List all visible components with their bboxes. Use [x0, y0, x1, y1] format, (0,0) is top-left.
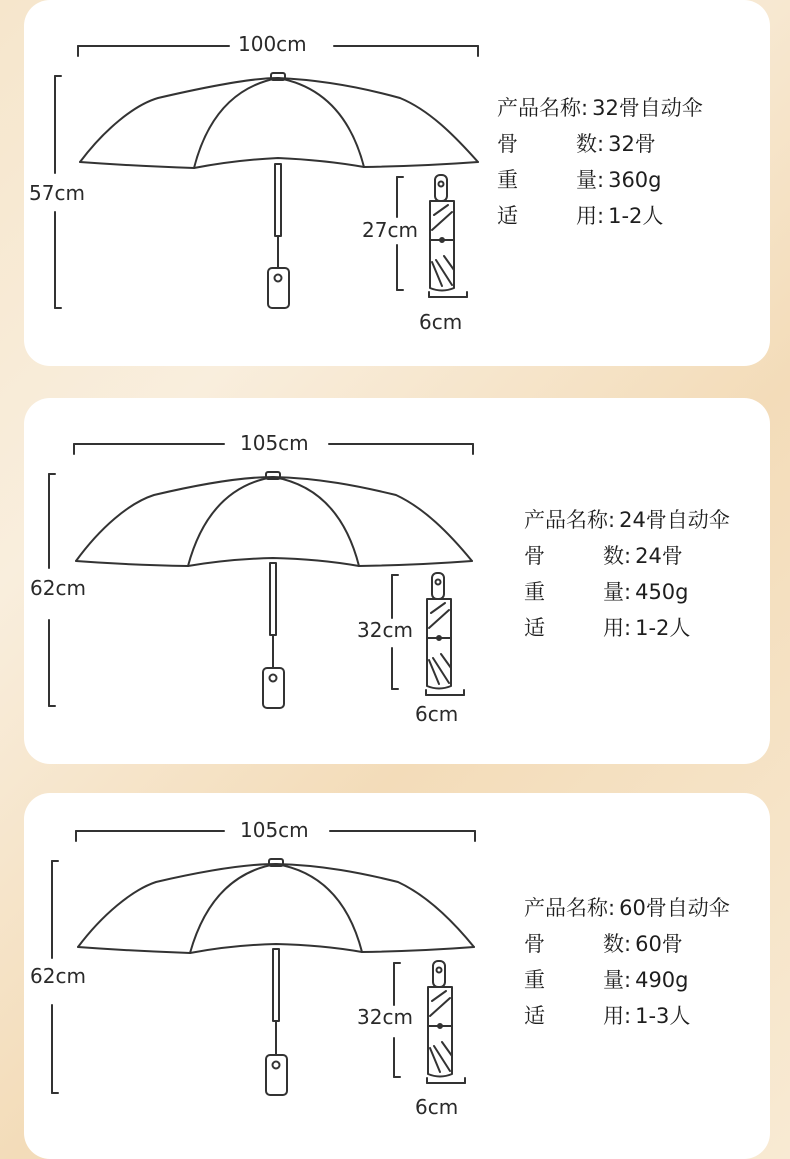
spec-row-weight: 重 量 : 360g [497, 168, 662, 192]
width-label: 100cm [232, 34, 313, 54]
spec-card-3 [24, 793, 770, 1159]
folded-width-label: 6cm [415, 1095, 459, 1119]
spec-row-ribs: 骨 数 : 60骨 [524, 932, 683, 956]
folded-height-label: 27cm [362, 218, 418, 242]
spec-row-ribs: 骨 数 : 32骨 [497, 132, 656, 156]
folded-height-label: 32cm [357, 618, 413, 642]
spec-row-weight: 重 量 : 450g [524, 580, 689, 604]
height-label: 62cm [30, 576, 86, 600]
spec-list [497, 90, 703, 234]
spec-row-capacity: 适 用 : 1-2人 [524, 616, 691, 640]
spec-card-1 [24, 0, 770, 366]
spec-list [524, 890, 730, 1034]
spec-row-capacity: 适 用 : 1-3人 [524, 1004, 691, 1028]
spec-row-weight: 重 量 : 490g [524, 968, 689, 992]
height-label: 62cm [30, 964, 86, 988]
height-label: 57cm [29, 181, 85, 205]
folded-width-label: 6cm [415, 702, 459, 726]
spec-row-name: 产品名称 : 32骨自动伞 [497, 96, 703, 120]
folded-height-label: 32cm [357, 1005, 413, 1029]
spec-row-name: 产品名称 : 60骨自动伞 [524, 896, 730, 920]
folded-width-label: 6cm [419, 310, 463, 334]
spec-row-name: 产品名称 : 24骨自动伞 [524, 508, 730, 532]
spec-row-ribs: 骨 数 : 24骨 [524, 544, 683, 568]
spec-card-2 [24, 398, 770, 764]
width-label: 105cm [234, 820, 315, 840]
spec-row-capacity: 适 用 : 1-2人 [497, 204, 664, 228]
spec-list [524, 502, 730, 646]
width-label: 105cm [234, 433, 315, 453]
